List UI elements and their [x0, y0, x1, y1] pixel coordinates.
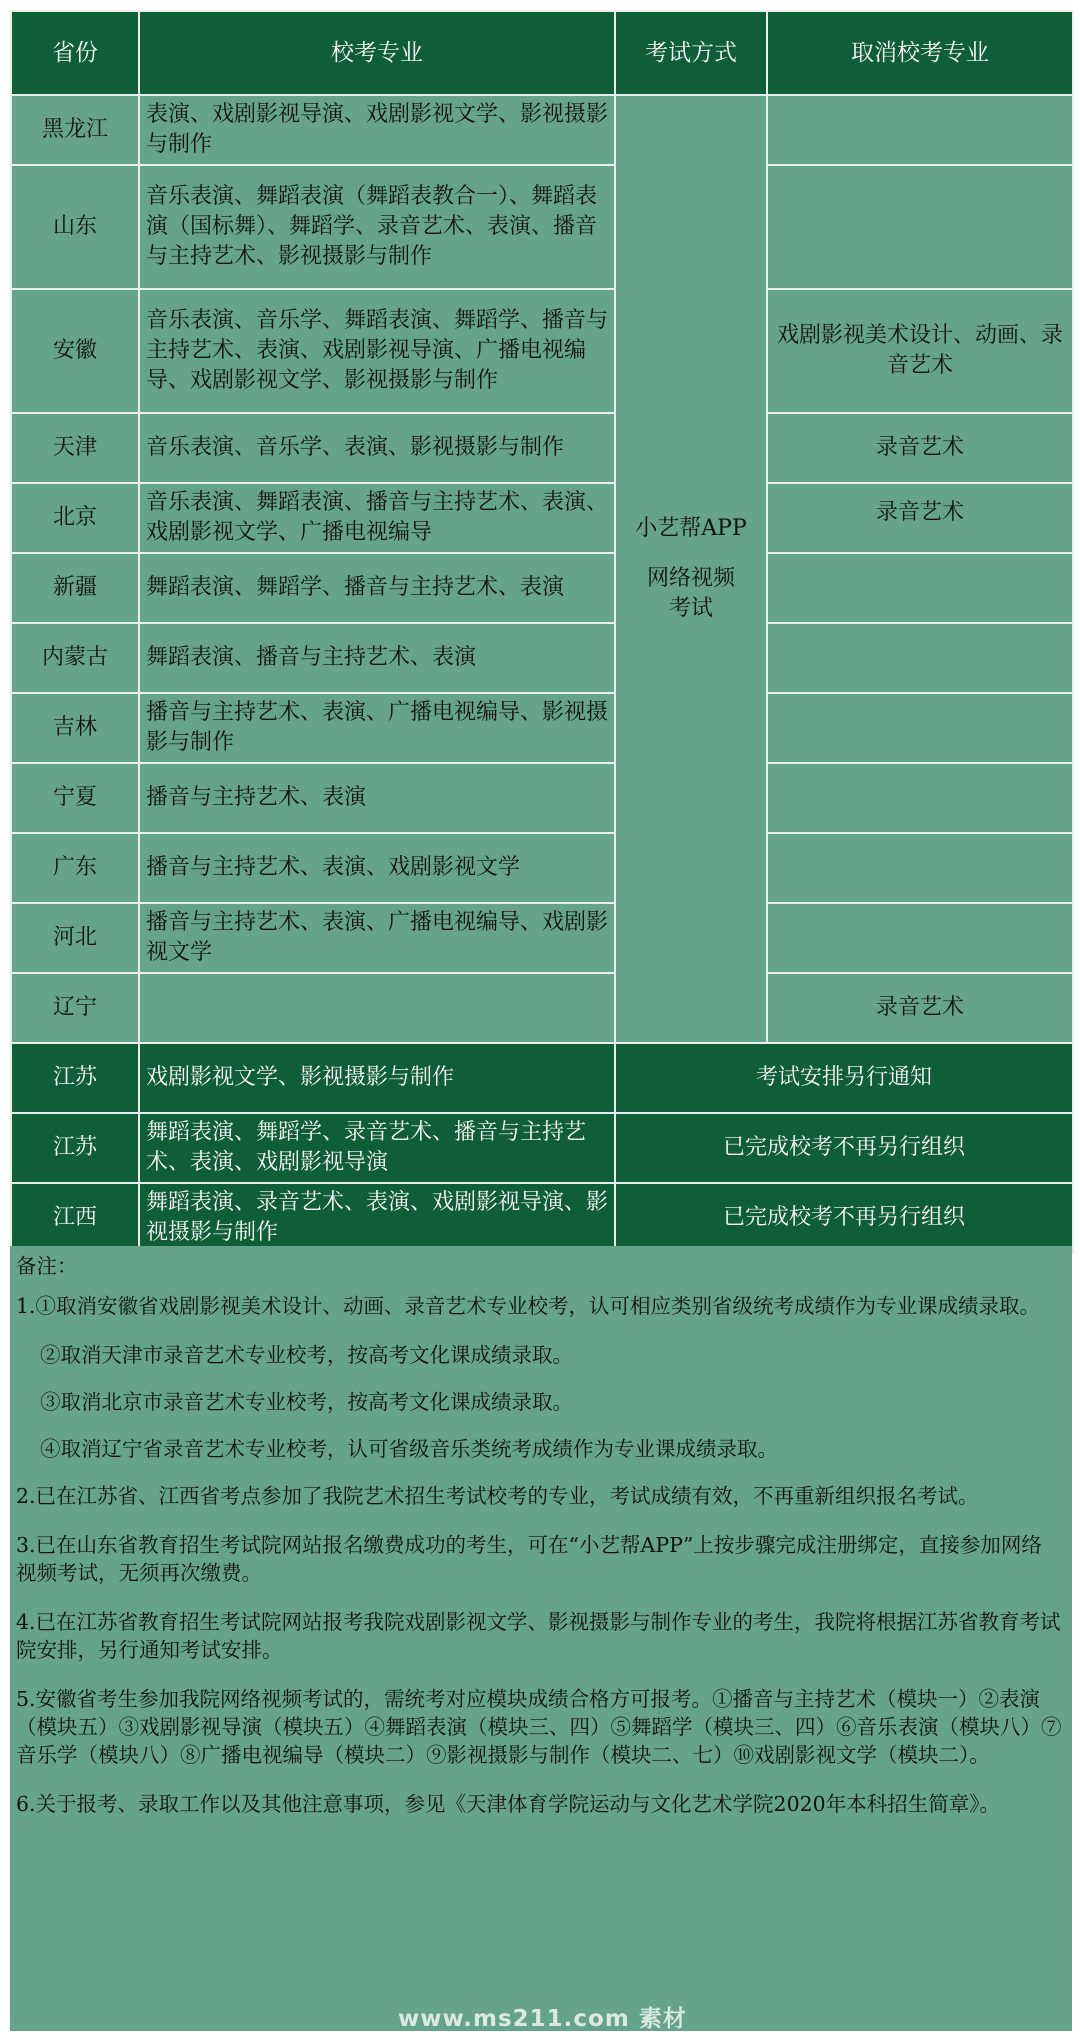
- table-row: [11, 1183, 1073, 1253]
- cancelled-cell: [767, 693, 1073, 763]
- province-cell: 江西: [11, 1183, 139, 1253]
- admission-table: [10, 10, 1074, 1254]
- table-row: [11, 903, 1073, 973]
- province-cell: 吉林: [11, 693, 139, 763]
- province-cell: 宁夏: [11, 763, 139, 833]
- province-cell: 河北: [11, 903, 139, 973]
- majors-cell: 音乐表演、舞蹈表演（舞蹈表教合一）、舞蹈表演（国标舞）、舞蹈学、录音艺术、表演、播音与主持艺术、影视摄影与制作: [139, 165, 615, 289]
- cancelled-cell: 录音艺术: [767, 413, 1073, 483]
- cancelled-cell: 戏剧影视美术设计、动画、录音艺术: [767, 289, 1073, 413]
- header-province: 省份: [11, 11, 139, 95]
- table-header-row: [11, 11, 1073, 95]
- majors-cell: 音乐表演、舞蹈表演、播音与主持艺术、表演、戏剧影视文学、广播电视编导: [139, 483, 615, 553]
- table-row: [11, 833, 1073, 903]
- province-cell: 天津: [11, 413, 139, 483]
- table-row: [11, 693, 1073, 763]
- table-row: [11, 973, 1073, 1043]
- province-cell: 安徽: [11, 289, 139, 413]
- province-cell: 江苏: [11, 1113, 139, 1183]
- note-item: 6.关于报考、录取工作以及其他注意事项，参见《天津体育学院运动与文化艺术学院2020年本科招生简章》。: [16, 1792, 1000, 1816]
- majors-cell: 播音与主持艺术、表演、广播电视编导、影视摄影与制作: [139, 693, 615, 763]
- notes-section: [10, 1246, 1072, 2031]
- exam-method-cell: [615, 95, 767, 1043]
- province-cell: 广东: [11, 833, 139, 903]
- majors-cell: [139, 973, 615, 1043]
- note-item: ④取消辽宁省录音艺术专业校考，认可省级音乐类统考成绩作为专业课成绩录取。: [40, 1437, 778, 1461]
- table-row: [11, 483, 1073, 553]
- province-cell: 北京: [11, 483, 139, 553]
- majors-cell: 戏剧影视文学、影视摄影与制作: [139, 1043, 615, 1113]
- cancelled-cell: [767, 623, 1073, 693]
- cancelled-cell: [767, 95, 1073, 165]
- majors-cell: 音乐表演、音乐学、舞蹈表演、舞蹈学、播音与主持艺术、表演、戏剧影视导演、广播电视编导、戏剧影视文学、影视摄影与制作: [139, 289, 615, 413]
- table-row: [11, 1043, 1073, 1113]
- province-cell: 内蒙古: [11, 623, 139, 693]
- majors-cell: 舞蹈表演、播音与主持艺术、表演: [139, 623, 615, 693]
- exam-method-line2: 网络视频考试: [646, 566, 735, 621]
- province-cell: 黑龙江: [11, 95, 139, 165]
- notes-heading: 备注：: [16, 1254, 78, 1278]
- note-item: ③取消北京市录音艺术专业校考，按高考文化课成绩录取。: [40, 1390, 573, 1414]
- table-row: [11, 763, 1073, 833]
- header-majors: 校考专业: [139, 11, 615, 95]
- cancelled-cell: [767, 763, 1073, 833]
- cancelled-cell: [767, 165, 1073, 289]
- arrangement-cell: 已完成校考不再另行组织: [615, 1183, 1073, 1253]
- cancelled-cell: [767, 833, 1073, 903]
- table-row: [11, 289, 1073, 413]
- cancelled-cell: [767, 553, 1073, 623]
- majors-cell: 舞蹈表演、舞蹈学、录音艺术、播音与主持艺术、表演、戏剧影视导演: [139, 1113, 615, 1183]
- province-cell: 江苏: [11, 1043, 139, 1113]
- cancelled-cell: 录音艺术: [767, 483, 1073, 553]
- table-row: [11, 413, 1073, 483]
- table-row: [11, 1113, 1073, 1183]
- exam-method-line1: 小艺帮APP: [635, 516, 747, 541]
- province-cell: 新疆: [11, 553, 139, 623]
- majors-cell: 音乐表演、音乐学、表演、影视摄影与制作: [139, 413, 615, 483]
- arrangement-cell: 已完成校考不再另行组织: [615, 1113, 1073, 1183]
- note-item: 4.已在江苏省教育招生考试院网站报考我院戏剧影视文学、影视摄影与制作专业的考生，我院将根据江苏省教育考试院安排，另行通知考试安排。: [16, 1610, 1061, 1662]
- table-row: [11, 95, 1073, 165]
- note-item: 3.已在山东省教育招生考试院网站报名缴费成功的考生，可在“小艺帮APP”上按步骤完成注册绑定，直接参加网络视频考试，无须再次缴费。: [16, 1533, 1042, 1585]
- majors-cell: 播音与主持艺术、表演、戏剧影视文学: [139, 833, 615, 903]
- majors-cell: 播音与主持艺术、表演、广播电视编导、戏剧影视文学: [139, 903, 615, 973]
- note-item: 2.已在江苏省、江西省考点参加了我院艺术招生考试校考的专业，考试成绩有效，不再重新组织报名考试。: [16, 1484, 979, 1508]
- majors-cell: 舞蹈表演、舞蹈学、播音与主持艺术、表演: [139, 553, 615, 623]
- cancelled-cell: [767, 903, 1073, 973]
- note-item: 5.安徽省考生参加我院网络视频考试的，需统考对应模块成绩合格方可报考。①播音与主持艺术（模块一）②表演（模块五）③戏剧影视导演（模块五）④舞蹈表演（模块三、四）⑤舞蹈学（模块三、四）⑥音乐表演（模块八）⑦音乐学（模块八）⑧广播电视编导（模块二）⑨影视摄影与制作（模块二、七）⑩戏剧影视文学（模块二）。: [16, 1687, 1062, 1767]
- header-cancelled-majors: 取消校考专业: [767, 11, 1073, 95]
- province-cell: 辽宁: [11, 973, 139, 1043]
- arrangement-cell: 考试安排另行通知: [615, 1043, 1073, 1113]
- header-exam-method: 考试方式: [615, 11, 767, 95]
- table-row: [11, 623, 1073, 693]
- table-row: [11, 553, 1073, 623]
- majors-cell: 播音与主持艺术、表演: [139, 763, 615, 833]
- note-item: 1.①取消安徽省戏剧影视美术设计、动画、录音艺术专业校考，认可相应类别省级统考成绩作为专业课成绩录取。: [16, 1294, 1041, 1318]
- province-cell: 山东: [11, 165, 139, 289]
- cancelled-cell: 录音艺术: [767, 973, 1073, 1043]
- table-row: [11, 165, 1073, 289]
- majors-cell: 舞蹈表演、录音艺术、表演、戏剧影视导演、影视摄影与制作: [139, 1183, 615, 1253]
- majors-cell: 表演、戏剧影视导演、戏剧影视文学、影视摄影与制作: [139, 95, 615, 165]
- watermark: www.ms211.com 素材: [398, 2006, 687, 2032]
- note-item: ②取消天津市录音艺术专业校考，按高考文化课成绩录取。: [40, 1343, 573, 1367]
